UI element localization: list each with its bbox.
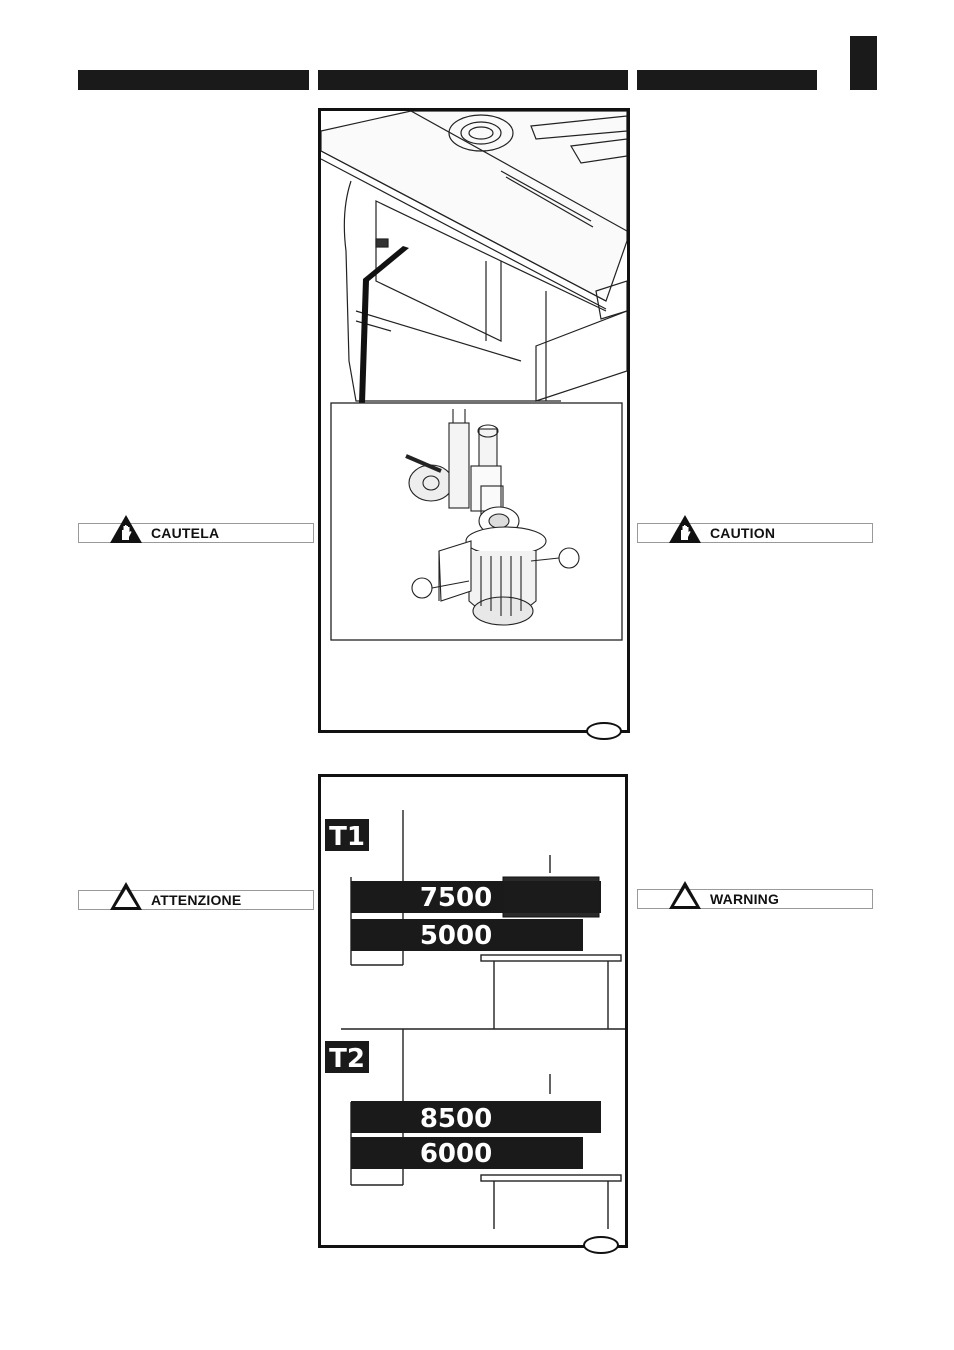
attenzione-label <box>78 890 314 910</box>
t1-high-speed: 7500 <box>419 883 493 913</box>
warning-label <box>637 889 873 909</box>
warning-triangle-icon <box>668 880 702 910</box>
figure-number-oval-2 <box>583 1236 619 1254</box>
machine-illustration <box>318 108 630 733</box>
section-tab <box>850 36 877 90</box>
header-bar-left <box>78 70 309 90</box>
hand-stop-icon <box>668 514 702 544</box>
speed-chart <box>318 774 628 1248</box>
caution-label <box>637 523 873 543</box>
t1-label: T1 <box>329 822 365 852</box>
machine-drawing <box>321 111 627 730</box>
caution-text: CAUTION <box>710 525 776 541</box>
t2-high-speed: 8500 <box>419 1104 493 1134</box>
warning-triangle-icon <box>109 881 143 911</box>
cautela-label <box>78 523 314 543</box>
callout-circle <box>559 548 579 568</box>
speed-chart-drawing <box>321 777 625 1245</box>
attenzione-text: ATTENZIONE <box>151 892 242 908</box>
cautela-text: CAUTELA <box>151 525 220 541</box>
t1-low-speed: 5000 <box>419 921 493 951</box>
warning-text: WARNING <box>710 891 780 907</box>
header-bar-center <box>318 70 628 90</box>
t2-label: T2 <box>329 1044 365 1074</box>
header-bar-right <box>637 70 817 90</box>
t2-low-speed: 6000 <box>419 1139 493 1169</box>
hand-stop-icon <box>109 514 143 544</box>
figure-number-oval <box>586 722 622 740</box>
callout-circle <box>412 578 432 598</box>
